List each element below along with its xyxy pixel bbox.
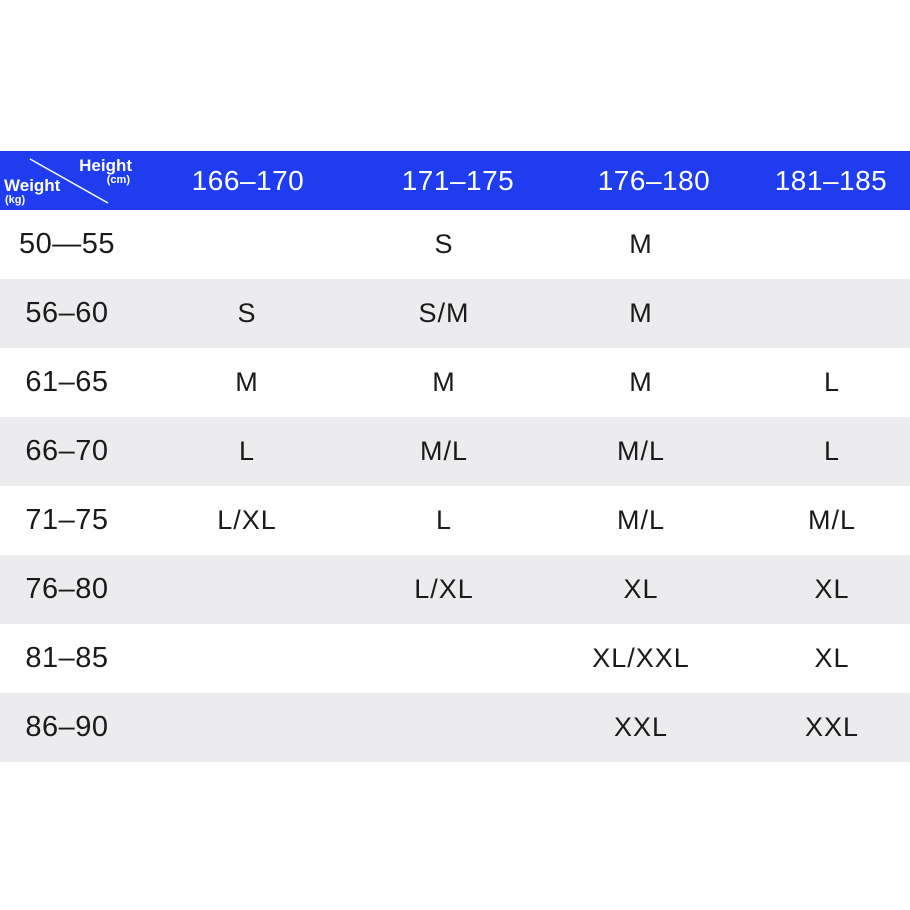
size-cell: L: [823, 436, 841, 466]
size-cell: L/XL: [217, 505, 277, 535]
size-cell: M: [629, 298, 653, 328]
size-cell: S: [237, 298, 257, 328]
table-row: [0, 210, 910, 279]
column-header-height: 176–180: [597, 164, 711, 196]
size-cell: XL: [623, 574, 659, 604]
size-cell: [754, 279, 910, 348]
size-cell: [134, 210, 360, 279]
row-header-weight: 56–60: [25, 297, 109, 329]
size-cell: XXL: [804, 712, 860, 742]
size-cell: M/L: [616, 505, 665, 535]
table-header-row: [0, 151, 910, 210]
row-header-weight: 71–75: [25, 504, 109, 536]
table-row: [0, 279, 910, 348]
size-cell: L/XL: [414, 574, 474, 604]
size-cell: M/L: [419, 436, 468, 466]
column-header-height: 166–170: [191, 164, 305, 196]
weight-unit-label: (kg): [5, 194, 26, 206]
row-header-weight: 76–80: [25, 573, 109, 605]
height-unit-label: (cm): [106, 174, 130, 186]
table-row: [0, 417, 910, 486]
size-cell: XL: [814, 643, 850, 673]
size-cell: [754, 210, 910, 279]
table-row: [0, 486, 910, 555]
row-header-weight: 66–70: [25, 435, 109, 467]
row-header-weight: 86–90: [25, 711, 109, 743]
table-row: [0, 624, 910, 693]
size-cell: M: [235, 367, 259, 397]
size-cell: [134, 624, 360, 693]
table-row: [0, 348, 910, 417]
size-cell: L: [435, 505, 453, 535]
row-header-weight: 81–85: [25, 642, 109, 674]
size-cell: L: [823, 367, 841, 397]
size-cell: M: [432, 367, 456, 397]
size-cell: [134, 555, 360, 624]
size-cell: S: [434, 229, 454, 259]
size-cell: M/L: [616, 436, 665, 466]
column-header-height: 171–175: [401, 164, 515, 196]
size-chart-table: [0, 151, 910, 762]
size-cell: [360, 624, 528, 693]
size-cell: S/M: [418, 298, 470, 328]
row-header-weight: 61–65: [25, 366, 109, 398]
corner-header-cell: [0, 151, 136, 210]
size-cell: M/L: [807, 505, 856, 535]
height-axis-label: Height: [79, 156, 132, 175]
size-cell: [360, 693, 528, 762]
size-cell: [134, 693, 360, 762]
size-cell: M: [629, 229, 653, 259]
size-cell: L: [238, 436, 256, 466]
row-header-weight: 50—55: [18, 228, 115, 260]
size-cell: XXL: [613, 712, 669, 742]
size-cell: M: [629, 367, 653, 397]
table-row: [0, 555, 910, 624]
size-cell: XL/XXL: [592, 643, 690, 673]
size-cell: XL: [814, 574, 850, 604]
column-header-height: 181–185: [774, 164, 888, 196]
weight-axis-label: Weight: [4, 176, 61, 195]
table-row: [0, 693, 910, 762]
